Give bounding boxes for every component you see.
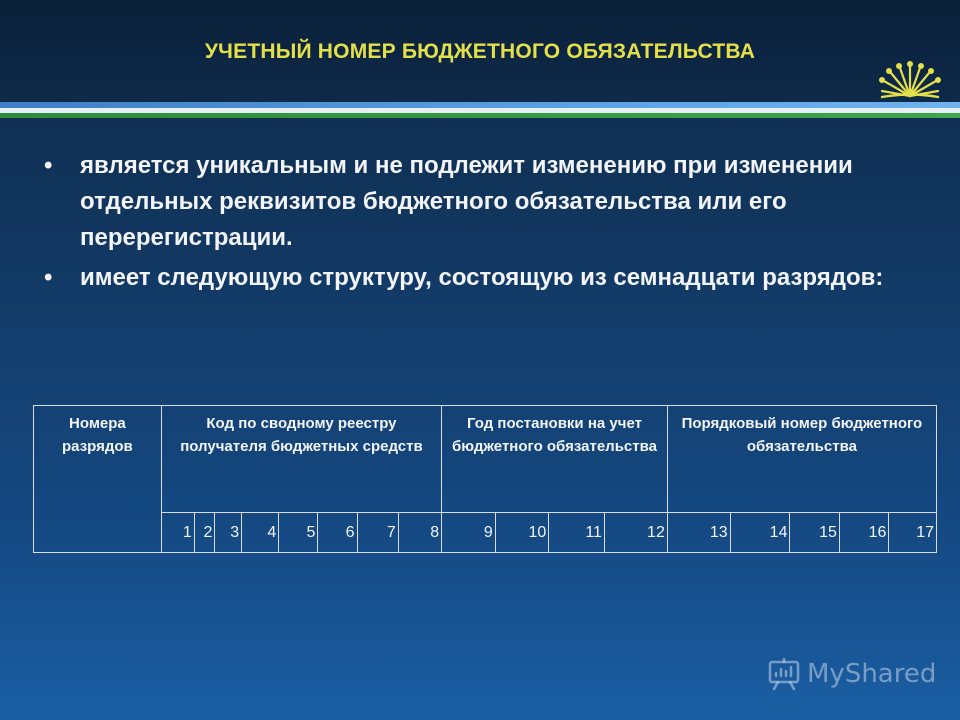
bullet-item	[44, 148, 924, 256]
digit-cell: 12	[604, 513, 667, 553]
bullet-text: имеет следующую структуру, состоящую из семнадцати разрядов:	[80, 264, 884, 291]
digit-cell: 11	[549, 513, 605, 553]
digit-cell: 16	[839, 513, 888, 553]
green-stripe	[0, 113, 960, 118]
digit-cell: 9	[442, 513, 496, 553]
digit-cell: 3	[215, 513, 242, 553]
digit-cell: 5	[279, 513, 318, 553]
slide-header	[0, 0, 960, 102]
myshared-watermark	[767, 654, 936, 694]
digit-cell: 10	[495, 513, 549, 553]
table-header-row	[34, 406, 937, 513]
digit-cell: 6	[318, 513, 357, 553]
header-registration-year: Год постановки на учет бюджетного обязательства	[442, 406, 668, 513]
header-digit-numbers: Номера разрядов	[34, 406, 162, 553]
header-registry-code: Код по сводному реестру получателя бюджетных средств	[161, 406, 441, 513]
digit-cell: 7	[357, 513, 398, 553]
bullet-icon: •	[44, 264, 53, 291]
digit-cell: 15	[790, 513, 839, 553]
digit-cell: 8	[398, 513, 441, 553]
digit-cell: 2	[194, 513, 215, 553]
bullet-icon: •	[44, 152, 53, 179]
digit-cell: 17	[889, 513, 937, 553]
account-number-structure-table	[33, 405, 937, 553]
bullet-list	[44, 148, 924, 300]
watermark-text: MyShared	[807, 659, 937, 689]
slide-title: УЧЕТНЫЙ НОМЕР БЮДЖЕТНОГО ОБЯЗАТЕЛЬСТВА	[204, 40, 756, 63]
header-sequence-number: Порядковый номер бюджетного обязательства	[667, 406, 936, 513]
kurai-flower-icon	[878, 56, 942, 100]
table-digits-row	[34, 513, 937, 553]
bullet-text: является уникальным и не подлежит изменению при изменении отдельных реквизитов бюджетного обязательства или его перерегистрации.	[80, 152, 853, 251]
digit-cell: 1	[161, 513, 194, 553]
bullet-item	[44, 260, 924, 296]
presentation-board-icon	[767, 657, 801, 691]
digit-cell: 14	[730, 513, 790, 553]
digit-cell: 13	[667, 513, 730, 553]
header-stripes	[0, 102, 960, 118]
digit-cell: 4	[242, 513, 279, 553]
